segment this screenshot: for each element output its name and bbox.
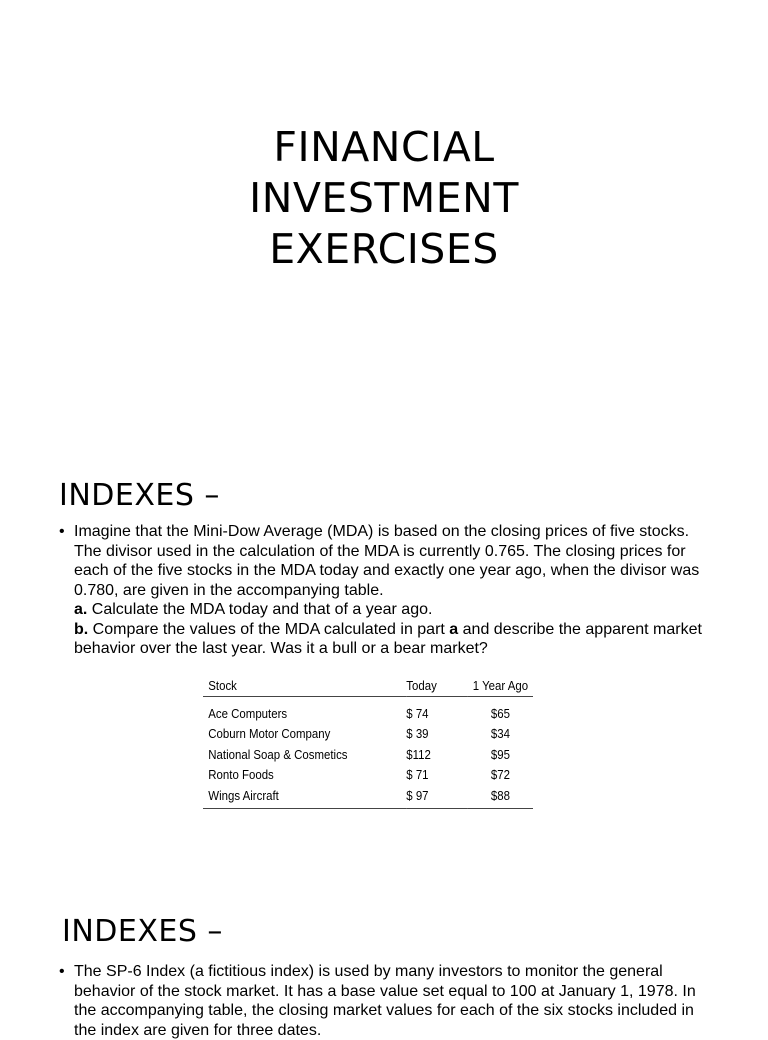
stock-year-ago: $72 xyxy=(490,767,510,783)
intro-text: The SP-6 Index (a fictitious index) is used by many investors to monitor the general behavior of the stock market. It has a base value set equal to 100 at January 1, 1978. In the accompanying table, the closing market values for each of the six stocks included in the index are given for three dates. xyxy=(74,963,696,1039)
part-a-label: a. xyxy=(74,601,88,618)
part-b-text-1: Compare the values of the MDA calculated in part xyxy=(88,620,450,638)
stock-name: National Soap & Cosmetics xyxy=(208,746,348,762)
part-b-text-2: and describe the apparent market behavior over the last year. Was it a bull or a bear market? xyxy=(74,620,702,657)
table-header-row xyxy=(203,674,533,697)
section-heading-1: INDEXES – xyxy=(59,478,220,513)
stock-today: $112 xyxy=(406,746,431,762)
header-today: Today xyxy=(406,674,468,697)
section-heading-2: INDEXES – xyxy=(62,914,223,949)
part-b-label: b. xyxy=(74,620,89,638)
intro-text: Imagine that the Mini-Dow Average (MDA) is based on the closing prices of five stocks. The divisor used in the calculation of the MDA is currently 0.765. The closing prices for each of the five stocks in the MDA today and exactly one year ago, when the divisor was 0.780, are given in the accompanying table. xyxy=(74,523,700,599)
title-line-3: EXERCISES xyxy=(269,225,499,273)
bullet-item xyxy=(59,522,709,659)
stock-name: Wings Aircraft xyxy=(203,785,406,808)
part-b-bold: a xyxy=(449,620,459,638)
table-row xyxy=(203,744,533,765)
stock-year-ago: $88 xyxy=(468,785,533,808)
title-line-1: FINANCIAL xyxy=(273,123,495,171)
bullet-icon: • xyxy=(59,523,65,540)
stock-name: Ronto Foods xyxy=(208,767,274,783)
stock-table xyxy=(203,674,533,809)
title-line-2: INVESTMENT xyxy=(249,174,519,222)
stock-name: Coburn Motor Company xyxy=(208,726,331,742)
stock-year-ago: $34 xyxy=(490,726,510,742)
header-stock: Stock xyxy=(203,674,406,697)
section-1-body xyxy=(59,522,709,659)
bullet-icon: • xyxy=(59,963,65,980)
table-row xyxy=(203,724,533,745)
section-2-body xyxy=(59,962,709,1040)
stock-today: $ 97 xyxy=(406,785,468,808)
table-row xyxy=(203,765,533,786)
stock-today: $ 74 xyxy=(406,705,429,721)
part-a-text: Calculate the MDA today and that of a year ago. xyxy=(87,601,433,618)
stock-today: $ 39 xyxy=(406,726,429,742)
stock-today: $ 71 xyxy=(406,767,429,783)
stock-year-ago: $95 xyxy=(490,746,510,762)
stock-name: Ace Computers xyxy=(208,705,288,721)
bullet-item xyxy=(59,962,709,1040)
stock-year-ago: $65 xyxy=(490,705,510,721)
table-row xyxy=(203,785,533,808)
page-title xyxy=(0,122,768,275)
table-row xyxy=(203,697,533,724)
header-year-ago: 1 Year Ago xyxy=(468,674,533,697)
